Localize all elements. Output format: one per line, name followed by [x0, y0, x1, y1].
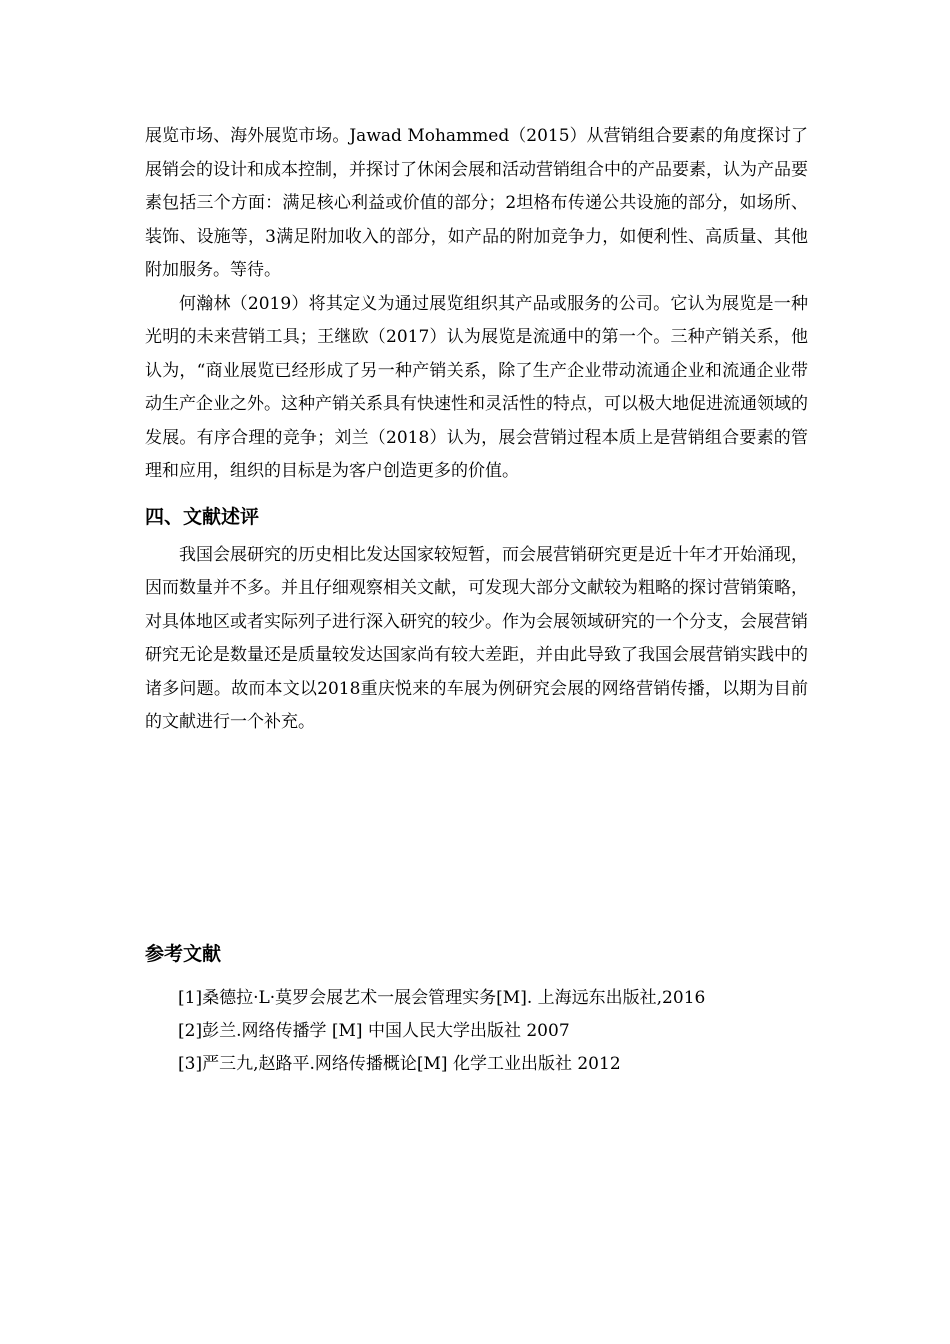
references-list: [145, 982, 808, 1081]
document-page: [145, 120, 808, 1081]
paragraph-2: 何瀚林（2019）将其定义为通过展览组织其产品或服务的公司。它认为展览是一种光明的未来营销工具；王继欧（2017）认为展览是流通中的第一个。三种产销关系，他认为，“商业展览已经形成了另一种产销关系，除了生产企业带动流通企业和流通企业带动生产企业之外。这种产销关系具有快速性和灵活性的特点，可以极大地促进流通领域的发展。有序合理的竞争；刘兰（2018）认为，展会营销过程本质上是营销组合要素的管理和应用，组织的目标是为客户创造更多的价值。: [145, 293, 808, 481]
paragraph-3: 我国会展研究的历史相比发达国家较短暂，而会展营销研究更是近十年才开始涌现，因而数量并不多。并且仔细观察相关文献，可发现大部分文献较为粗略的探讨营销策略，对具体地区或者实际列子进行深入研究的较少。作为会展领域研究的一个分支，会展营销研究无论是数量还是质量较发达国家尚有较大差距，并由此导致了我国会展营销实践中的诸多问题。故而本文以2018重庆悦来的车展为例研究会展的网络营销传播，以期为目前的文献进行一个补充。: [145, 544, 808, 732]
section-heading: 四、文献述评: [145, 505, 260, 528]
paragraph-1: 展览市场、海外展览市场。Jawad Mohammed（2015）从营销组合要素的角度探讨了展销会的设计和成本控制，并探讨了休闲会展和活动营销组合中的产品要素，认为产品要素包括三个方面：满足核心利益或价值的部分；2坦格布传递公共设施的部分，如场所、装饰、设施等，3满足附加收入的部分，如产品的附加竞争力，如便利性、高质量、其他附加服务。等待。: [145, 126, 808, 280]
references-heading: 参考文献: [145, 942, 222, 965]
reference-item: [1]桑德拉·L·莫罗会展艺术一展会管理实务[M]. 上海远东出版社,2016: [178, 987, 706, 1008]
reference-item: [3]严三九,赵路平.网络传播概论[M] 化学工业出版社 2012: [178, 1053, 621, 1074]
reference-item: [2]彭兰.网络传播学 [M] 中国人民大学出版社 2007: [178, 1020, 570, 1041]
